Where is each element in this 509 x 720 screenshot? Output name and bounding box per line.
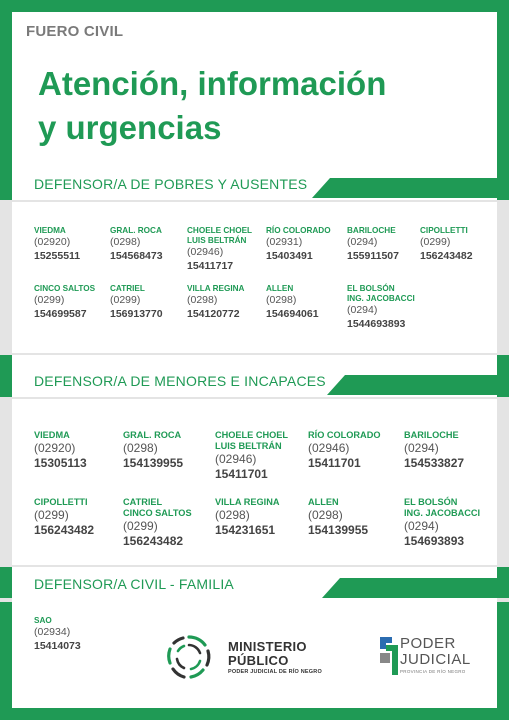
main-title [38, 62, 478, 150]
list-item: CATRIEL CINCO SALTOS (0299) 156243482 [123, 497, 192, 548]
section-bar [312, 178, 497, 198]
section-title: DEFENSOR/A DE POBRES Y AUSENTES [34, 176, 308, 192]
list-item: ALLEN (0298) 154694061 [266, 284, 319, 320]
ministerio-publico-logo-icon [165, 633, 213, 681]
poder-judicial-logo-icon [378, 635, 400, 677]
list-item: CIPOLLETTI (0299) 156243482 [420, 226, 473, 262]
section-heading-menores [12, 373, 497, 395]
list-item: GRAL. ROCA (0298) 154139955 [123, 430, 184, 470]
list-item: CATRIEL (0299) 156913770 [110, 284, 163, 320]
band-inner [12, 202, 497, 353]
section-title: DEFENSOR/A DE MENORES E INCAPACES [34, 373, 326, 389]
phone-banner: Teléfonos de turno las 24 hs. [178, 11, 439, 32]
band-pobres [0, 200, 509, 355]
list-item: VILLA REGINA (0298) 154120772 [187, 284, 245, 320]
list-item: VIEDMA (02920) 15255511 [34, 226, 81, 262]
list-item: SAO (02934) 15414073 [34, 616, 81, 652]
fuero-label: FUERO CIVIL [26, 22, 124, 40]
list-item: RÍO COLORADO (02946) 15411701 [308, 430, 381, 470]
list-item: CHOELE CHOEL LUIS BELTRÁN (02946) 15411701 [215, 430, 288, 481]
ministerio-publico-text: MINISTERIO PÚBLICO PODER JUDICIAL DE RÍO NEGRO [228, 639, 322, 675]
list-item: BARILOCHE (0294) 154533827 [404, 430, 465, 470]
title-line-1: Atención, información [38, 65, 387, 102]
section-bar [327, 375, 497, 395]
list-item: VIEDMA (02920) 15305113 [34, 430, 87, 470]
list-item: EL BOLSÓN ING. JACOBACCI (0294) 1544693893 [347, 284, 415, 330]
section-heading-familia [12, 576, 497, 598]
section-bar [322, 578, 497, 598]
section-heading-pobres [12, 176, 497, 198]
poder-judicial-text: PODER JUDICIAL PROVINCIA DE RÍO NEGRO [400, 635, 471, 674]
list-item: ALLEN (0298) 154139955 [308, 497, 369, 537]
list-item: VILLA REGINA (0298) 154231651 [215, 497, 280, 537]
list-item: CINCO SALTOS (0299) 154699587 [34, 284, 96, 320]
list-item: EL BOLSÓN ING. JACOBACCI (0294) 154693893 [404, 497, 481, 548]
list-item: BARILOCHE (0294) 155911507 [347, 226, 399, 262]
section-title: DEFENSOR/A CIVIL - FAMILIA [34, 576, 234, 592]
title-line-2: y urgencias [38, 109, 222, 146]
list-item: GRAL. ROCA (0298) 154568473 [110, 226, 163, 262]
list-item: RÍO COLORADO (02931) 15403491 [266, 226, 331, 262]
fuero-tab [12, 12, 162, 50]
list-item: CIPOLLETTI (0299) 156243482 [34, 497, 95, 537]
list-item: CHOELE CHOEL LUIS BELTRÁN (02946) 15411717 [187, 226, 253, 272]
